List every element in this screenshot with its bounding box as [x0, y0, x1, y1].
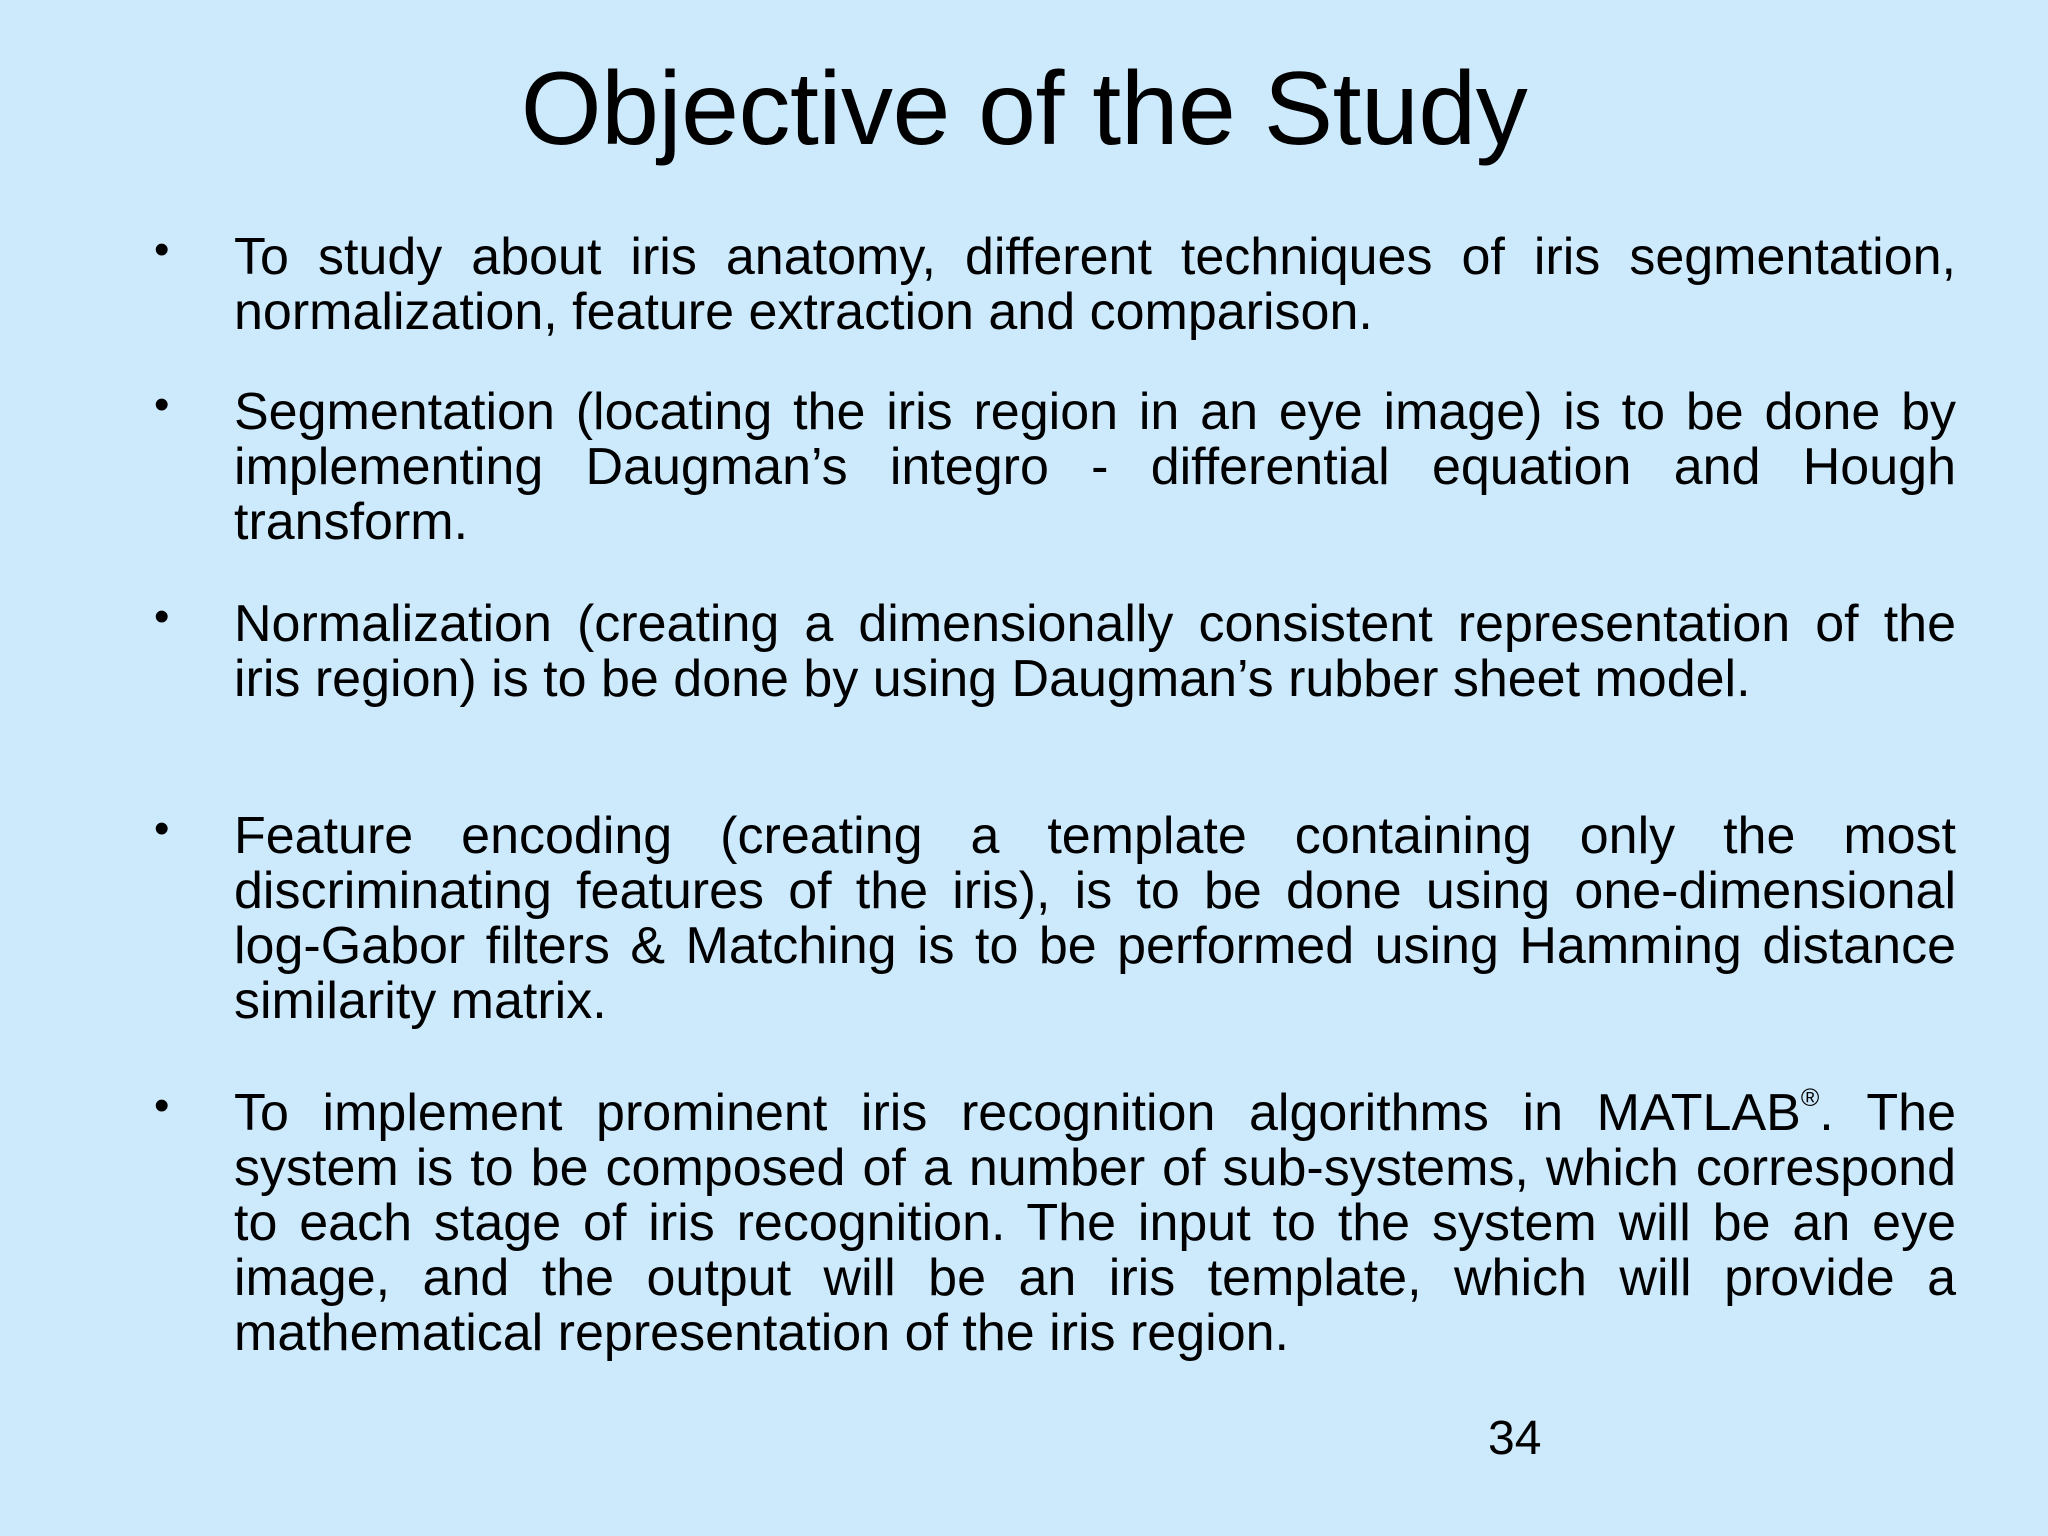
registered-trademark-mark: ®	[1800, 1084, 1820, 1112]
bullet-icon: •	[154, 804, 170, 853]
slide-title: Objective of the Study	[520, 51, 1528, 167]
bullet-text: Feature encoding (creating a template containing only the most discriminating features of the iris), is to be done using one-dimensional log-Gabor filters & Matching is to be performed using Hamming distance similarity matrix.	[234, 807, 1956, 1030]
bullet-text-before-registered-mark: To implement prominent iris recognition algorithms in MATLAB	[234, 1084, 1801, 1142]
bullet-text: Segmentation (locating the iris region in an eye image) is to be done by implementing Daugman’s integro - differential equation and Hough transform.	[234, 383, 1956, 551]
bullet-text	[234, 1086, 1956, 1361]
bullet-text: Normalization (creating a dimensionally consistent representation of the iris region) is to be done by using Daugman’s rubber sheet model.	[234, 595, 1956, 708]
bullet-icon: •	[154, 380, 170, 429]
bullet-icon: •	[154, 592, 170, 641]
bullet-icon: •	[154, 225, 170, 274]
bullet-text-after-registered-mark: . The system is to be composed of a number of sub-systems, which correspond to each stage of iris recognition. The input to the system will be an eye image, and the output will be an iris template, which will provide a mathematical representation of the iris region.	[234, 1084, 1956, 1362]
bullet-text: To study about iris anatomy, different techniques of iris segmentation, normalization, feature extraction and comparison.	[234, 228, 1956, 341]
page-number: 34	[1488, 1412, 1542, 1465]
bullet-icon: •	[154, 1081, 170, 1130]
